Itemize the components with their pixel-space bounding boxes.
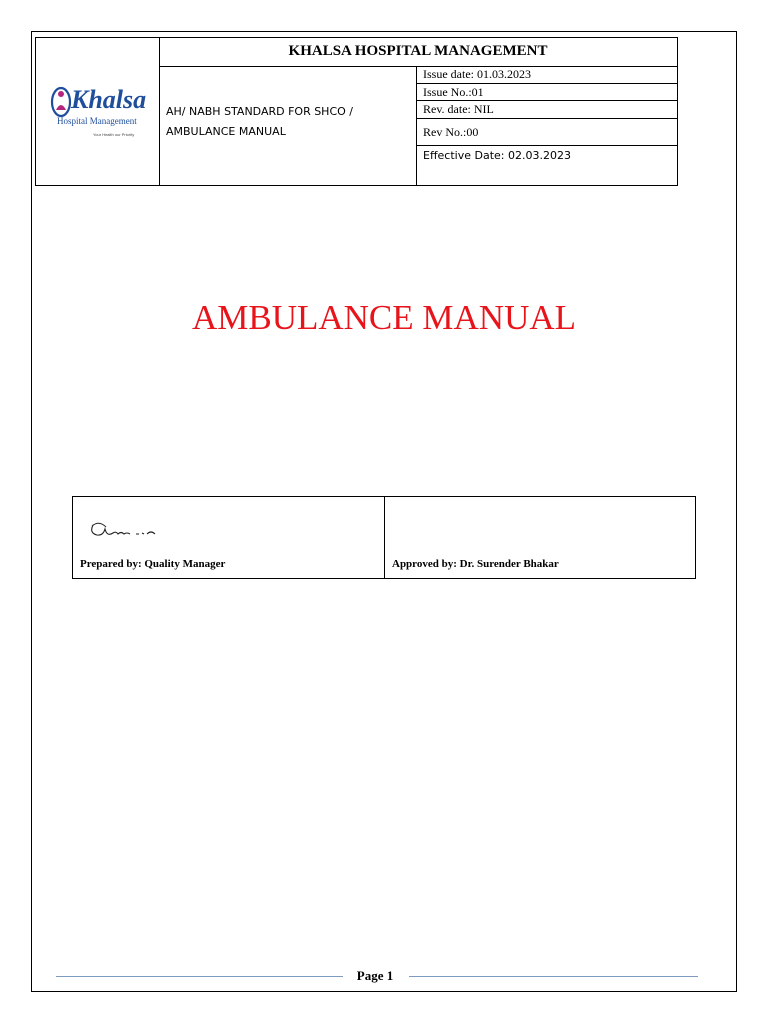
organization-title: KHALSA HOSPITAL MANAGEMENT — [159, 38, 677, 67]
prepared-by-cell — [73, 497, 385, 578]
signature-image — [87, 517, 177, 541]
signoff-table — [72, 496, 696, 579]
page-number: Page 1 — [356, 968, 394, 983]
logo-wordmark: Khalsa — [71, 85, 147, 114]
approved-by-label: Approved by: Dr. Surender Bhakar — [392, 558, 559, 570]
revision-number: Rev No.:00 — [417, 119, 677, 146]
document-title: AMBULANCE MANUAL — [191, 298, 577, 337]
standard-line-1: AH/ NABH STANDARD FOR SHCO / — [166, 105, 353, 118]
footer-rule-right — [409, 976, 698, 977]
effective-date: Effective Date: 02.03.2023 — [423, 149, 571, 162]
standard-text — [166, 102, 411, 142]
issue-number: Issue No.:01 — [417, 84, 677, 101]
logo-tagline: Your Health our Priority — [93, 132, 135, 137]
standard-line-2: AMBULANCE MANUAL — [166, 125, 286, 138]
prepared-by-label: Prepared by: Quality Manager — [80, 558, 226, 570]
revision-date: Rev. date: NIL — [417, 101, 677, 119]
document-header-table — [35, 37, 678, 186]
standard-cell — [159, 66, 417, 185]
logo-cell — [36, 38, 160, 185]
khalsa-logo-icon — [49, 80, 149, 146]
issue-date: Issue date: 01.03.2023 — [417, 66, 677, 84]
logo-subtitle: Hospital Management — [57, 116, 137, 126]
footer-rule-left — [56, 976, 343, 977]
